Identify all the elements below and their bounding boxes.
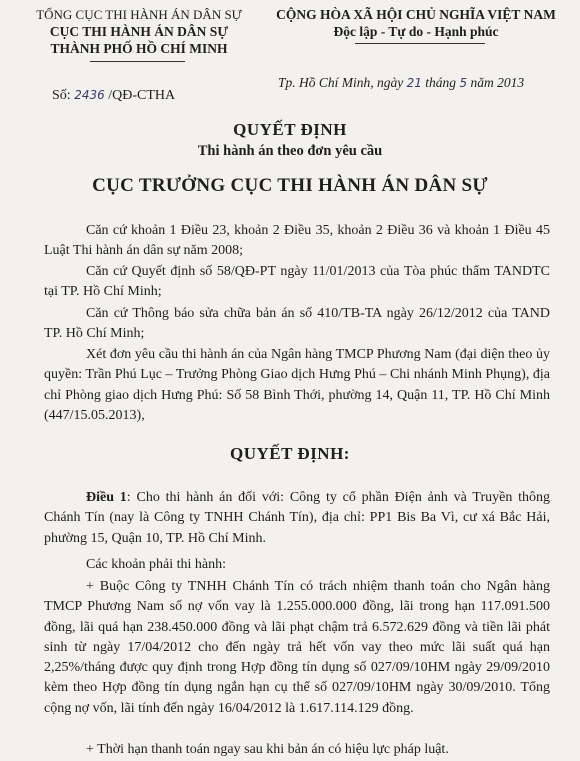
basis-paragraph-1: Căn cứ khoản 1 Điều 23, khoản 2 Điều 35, khoản 2 Điều 36 và khoản 1 Điều 45 Luật Thi hành án dân sự năm 2008; bbox=[44, 223, 550, 259]
date-year: năm 2013 bbox=[470, 75, 525, 90]
number-prefix: Số: bbox=[52, 88, 71, 103]
agency-underline bbox=[90, 61, 185, 62]
national-header bbox=[258, 6, 574, 40]
number-value: 2436 bbox=[74, 88, 105, 102]
date-month-label: tháng bbox=[425, 75, 457, 90]
basis-paragraph-4: Xét đơn yêu cầu thi hành án của Ngân hàng TMCP Phương Nam (đại diện theo ủy quyền: Trần Phú Lục – Trưởng Phòng Giao dịch Hưng Phú – Chi nhánh Minh Phụng), địa chỉ Phòng giao dịch Hưng Phú: Số 58 Bình Thới, phường 14, Quận 11, TP. Hồ Chí Minh (447/15.05.2013), bbox=[44, 347, 550, 423]
motto: Độc lập - Tự do - Hạnh phúc bbox=[333, 24, 499, 39]
article-1-text: : Cho thi hành án đối với: Công ty cổ phần Điện ảnh và Truyền thông Chánh Tín (nay là Công ty TNHH Chánh Tín), địa chỉ: PP1 Bis Ba Vì, cư xá Bắc Hải, phường 15, Quận 10, TP. Hồ Chí Minh. bbox=[44, 490, 550, 546]
number-suffix: /QĐ-CTHA bbox=[108, 88, 176, 103]
document-number bbox=[52, 88, 175, 104]
agency-header bbox=[8, 6, 270, 57]
date-day: 21 bbox=[406, 76, 422, 90]
decision-subject: Thi hành án theo đơn yêu cầu bbox=[197, 143, 383, 159]
state-line: CỘNG HÒA XÃ HỘI CHỦ NGHĨA VIỆT NAM bbox=[276, 7, 556, 22]
agency-line-1: TỔNG CỤC THI HÀNH ÁN DÂN SỰ bbox=[36, 7, 242, 22]
agency-line-2: CỤC THI HÀNH ÁN DÂN SỰ bbox=[49, 24, 229, 39]
basis-paragraph-2: Căn cứ Quyết định số 58/QĐ-PT ngày 11/01/2013 của Tòa phúc thẩm TANDTC tại TP. Hồ Chí Minh; bbox=[44, 264, 550, 300]
issue-date bbox=[278, 75, 524, 91]
issuer-title: CỤC TRƯỞNG CỤC THI HÀNH ÁN DÂN SỰ bbox=[92, 175, 488, 196]
payables-item-1: + Buộc Công ty TNHH Chánh Tín có trách nhiệm thanh toán cho Ngân hàng TMCP Phương Nam số nợ vốn vay là 1.255.000.000 đồng, lãi trong hạn 117.091.500 đồng, lãi quá hạn 238.450.000 đồng và lãi phạt chậm trả 6.572.629 đồng và tiền lãi phát sinh từ ngày 17/04/2012 cho đến ngày trả hết vốn vay theo mức lãi suất quá hạn 2,25%/tháng được quy định trong Hợp đồng tín dụng số 027/09/10HM ngày 29/09/2010 kèm theo Hợp đồng tín dụng ngắn hạn cụ thể số 027/09/10HM ngày 30/09/2010. Tổng cộng nợ vốn, lãi tính đến ngày 16/04/2012 là 1.617.114.129 đồng. bbox=[44, 579, 550, 716]
article-1-label: Điều 1 bbox=[86, 490, 127, 505]
agency-line-3: THÀNH PHỐ HỒ CHÍ MINH bbox=[50, 41, 228, 56]
motto-underline bbox=[355, 43, 485, 44]
payables-intro: Các khoản phải thi hành: bbox=[86, 557, 226, 572]
date-month: 5 bbox=[459, 76, 468, 90]
date-place: Tp. Hồ Chí Minh, ngày bbox=[278, 75, 404, 90]
article-1 bbox=[44, 488, 550, 549]
decides-heading: QUYẾT ĐỊNH: bbox=[230, 444, 350, 463]
basis-paragraph-3: Căn cứ Thông báo sửa chữa bản án số 410/TB-TA ngày 26/12/2012 của TAND TP. Hồ Chí Minh; bbox=[44, 306, 550, 342]
decision-title: QUYẾT ĐỊNH bbox=[233, 120, 347, 139]
payables-item-2: + Thời hạn thanh toán ngay sau khi bản án có hiệu lực pháp luật. bbox=[86, 742, 449, 757]
